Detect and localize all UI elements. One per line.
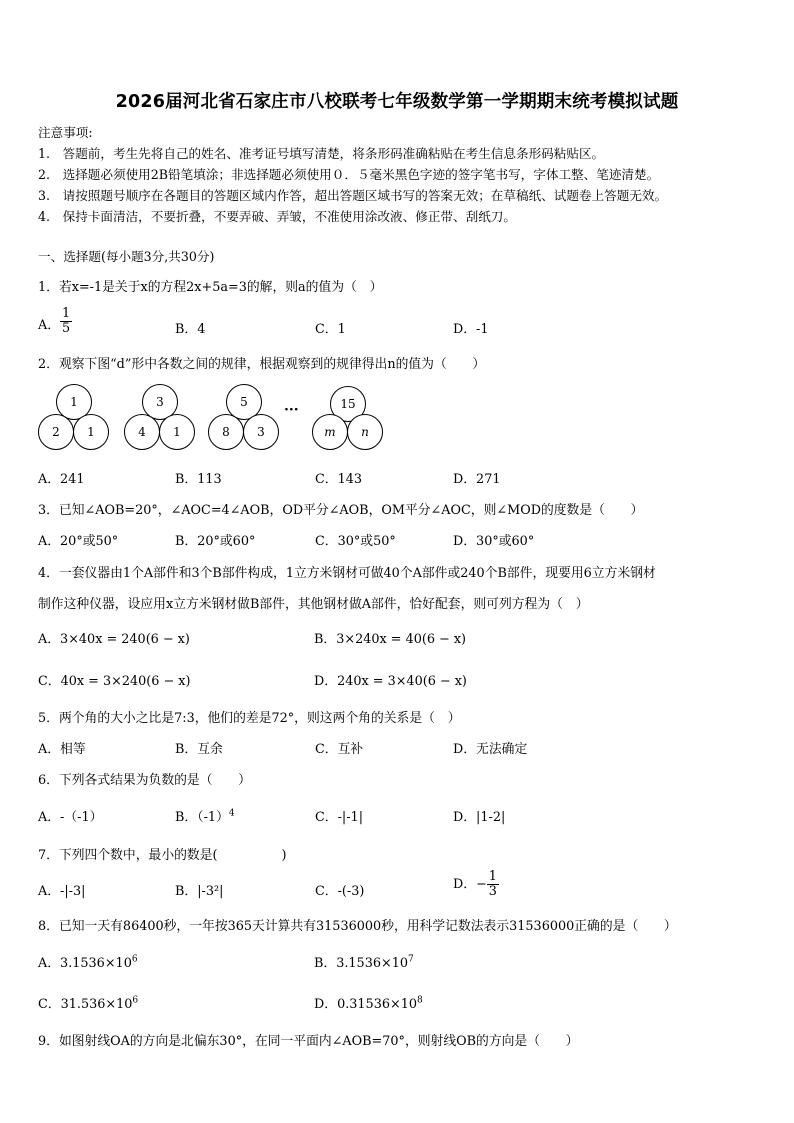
option-b-label: B． [314, 956, 337, 971]
option-d: D．无法确定 [453, 742, 528, 757]
option-c: C．互补 [315, 742, 364, 757]
option-c: C．-|-1| [315, 810, 364, 825]
option-c: C．1 [315, 322, 346, 337]
notice-item-3: 3. 请按照题号顺序在各题目的答题区域内作答，超出答题区域书写的答案无效；在草稿纸、试题卷上答题无效。 [38, 188, 668, 203]
option-b-label: B． [314, 632, 337, 647]
option-b [314, 952, 414, 971]
fraction [60, 307, 72, 336]
fraction-numerator: 1 [488, 869, 497, 884]
circle-left-3: 8 [208, 414, 244, 450]
circle-top-2: 3 [142, 384, 178, 420]
option-c [38, 993, 138, 1012]
question-4-options-row-2 [38, 670, 758, 694]
question-8-options-row-1 [38, 952, 758, 976]
option-a: A．相等 [38, 742, 86, 757]
option-c-base: 31.536×10 [60, 997, 133, 1012]
question-4-line-1: 4．一套仪器由1个A部件和3个B部件构成，1立方米钢材可做40个A部件或240个B部件，现要用6立方米钢材 [38, 566, 656, 581]
option-b-expression: 3×240x = 40(6 − x) [336, 632, 467, 647]
circle-right-2: 1 [159, 414, 195, 450]
question-8-options-row-2 [38, 993, 758, 1017]
option-a: A．20°或50° [38, 534, 119, 549]
fraction-numerator: 1 [62, 306, 71, 321]
option-a-exponent: 6 [131, 954, 138, 965]
option-d: D．|1-2| [453, 810, 506, 825]
option-d-base: 0.31536×10 [337, 997, 417, 1012]
section-heading: 一、选择题(每小题3分,共30分) [38, 249, 215, 264]
circle-left-1: 2 [38, 414, 74, 450]
option-b-base: B．（-1） [175, 810, 229, 825]
notice-item-1: 1. 答题前，考生先将自己的姓名、准考证号填写清楚，将条形码准确粘贴在考生信息条形码粘贴区。 [38, 146, 605, 161]
question-5-options [38, 738, 758, 762]
d-shape-figure [38, 384, 398, 450]
option-b: B．|-3²| [175, 884, 224, 899]
question-3: 3．已知∠AOB=20°，∠AOC=4∠AOB，OD平分∠AOB，OM平分∠AOC，则∠MOD的度数是（ ） [38, 503, 644, 518]
option-c: C．143 [315, 472, 363, 487]
option-a [38, 628, 190, 647]
option-c-label: C． [38, 674, 61, 689]
question-4-options-row-1 [38, 628, 758, 652]
circle-top-3: 5 [226, 384, 262, 420]
option-b: B．互余 [175, 742, 223, 757]
option-d-label: D． [314, 997, 338, 1012]
option-a-label: A． [38, 318, 61, 333]
option-c: C．30°或50° [315, 534, 396, 549]
option-a-expression: 3×40x = 240(6 − x) [60, 632, 190, 647]
option-d: D．271 [453, 472, 501, 487]
circle-left-2: 4 [124, 414, 160, 450]
fraction-denominator: 5 [62, 321, 71, 336]
option-b [314, 628, 466, 647]
question-1: 1．若x=-1是关于x的方程2x+5a=3的解，则a的值为（ ） [38, 280, 383, 295]
option-d-exponent: 8 [417, 995, 423, 1006]
option-d [314, 993, 423, 1012]
circle-top-4: 15 [330, 386, 366, 422]
option-b: B．4 [175, 322, 206, 337]
question-4-line-2: 制作这种仪器，设应用x立方米钢材做B部件，其他钢材做A部件，恰好配套，则可列方程为（ ） [38, 597, 589, 612]
question-6: 6．下列各式结果为负数的是（ ） [38, 773, 251, 788]
question-2-options [38, 468, 758, 492]
option-a: A．241 [38, 472, 85, 487]
option-a [38, 306, 72, 336]
question-9: 9．如图射线OA的方向是北偏东30°，在同一平面内∠AOB=70°，则射线OB的方向是（ ） [38, 1034, 579, 1049]
option-a [38, 952, 138, 971]
fraction [487, 870, 499, 899]
option-b [175, 806, 235, 825]
option-c [38, 670, 190, 689]
circle-right-1: 1 [73, 414, 109, 450]
circle-left-4: m [312, 414, 348, 450]
question-8: 8．已知一天有86400秒，一年按365天计算共有31536000秒，用科学记数法表示31536000正确的是（ ） [38, 919, 677, 934]
option-a: A．-（-1） [38, 810, 103, 825]
option-b-base: 3.1536×10 [336, 956, 408, 971]
ellipsis: ··· [284, 402, 299, 418]
fraction-denominator: 3 [488, 884, 497, 899]
question-3-options [38, 530, 758, 554]
notice-item-4: 4. 保持卡面清洁，不要折叠，不要弄破、弄皱，不准使用涂改液、修正带、刮纸刀。 [38, 209, 516, 224]
option-d-label: D．− [453, 877, 487, 892]
option-d [314, 670, 467, 689]
question-2: 2．观察下图“d”形中各数之间的规律，根据观察到的规律得出n的值为（ ） [38, 357, 486, 372]
question-7-options [38, 869, 758, 900]
option-b-exponent: 4 [228, 808, 235, 819]
option-c-exponent: 6 [132, 995, 139, 1006]
option-d: D．30°或60° [453, 534, 535, 549]
option-c-label: C． [38, 997, 61, 1012]
option-a-label: A． [38, 956, 61, 971]
option-d-expression: 240x = 3×40(6 − x) [337, 674, 467, 689]
option-a: A．-|-3| [38, 884, 86, 899]
circle-right-3: 3 [243, 414, 279, 450]
option-a-label: A． [38, 632, 61, 647]
question-7: 7．下列四个数中，最小的数是( ) [38, 848, 287, 863]
question-1-options [38, 306, 758, 337]
option-c: C．-(-3) [315, 884, 365, 899]
page-title: 2026届河北省石家庄市八校联考七年级数学第一学期期末统考模拟试题 [115, 92, 679, 112]
option-b: B．20°或60° [175, 534, 256, 549]
option-b-exponent: 7 [408, 954, 414, 965]
option-a-base: 3.1536×10 [60, 956, 132, 971]
question-5: 5．两个角的大小之比是7:3，他们的差是72°，则这两个角的关系是（ ） [38, 711, 461, 726]
circle-top-1: 1 [56, 384, 92, 420]
option-b: B．113 [175, 472, 222, 487]
question-6-options [38, 806, 758, 830]
option-d-label: D． [314, 674, 338, 689]
notice-item-2: 2. 选择题必须使用2B铅笔填涂；非选择题必须使用０．５毫米黑色字迹的签字笔书写，字体工整、笔迹清楚。 [38, 167, 660, 182]
option-d [453, 870, 499, 899]
option-d: D．-1 [453, 322, 489, 337]
option-c-expression: 40x = 3×240(6 − x) [60, 674, 191, 689]
circle-right-4: n [347, 414, 383, 450]
notice-heading: 注意事项: [38, 125, 93, 140]
